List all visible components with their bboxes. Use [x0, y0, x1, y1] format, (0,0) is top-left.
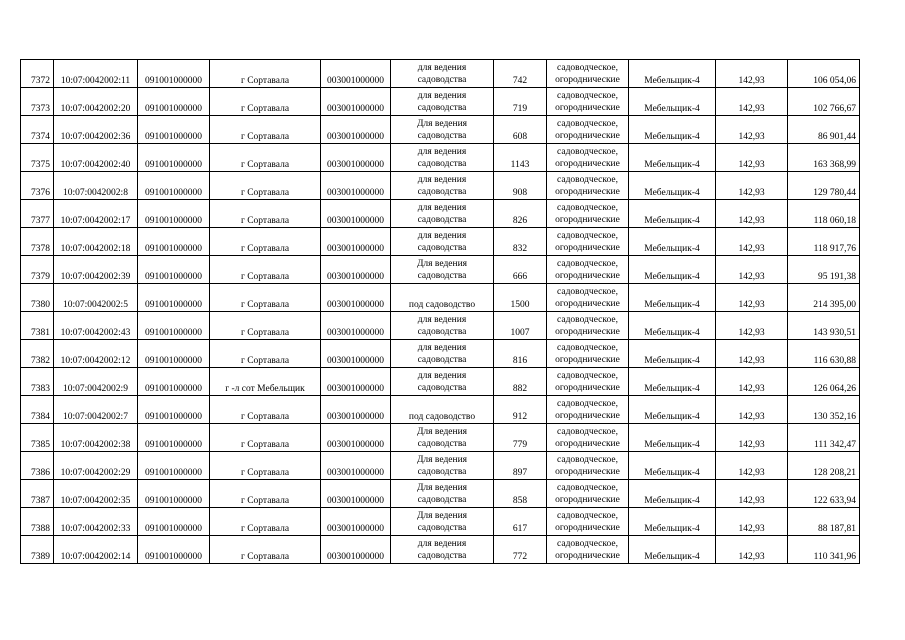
permitted-use-line-2: садоводства [417, 523, 467, 533]
area-cell: 779 [494, 424, 547, 452]
settlement-name-cell: Мебельщик-4 [629, 424, 716, 452]
rate-cell: 142,93 [716, 88, 788, 116]
locality-cell: г Сортавала [210, 144, 321, 172]
settlement-name-cell: Мебельщик-4 [629, 368, 716, 396]
permitted-use-line-2: садоводства [417, 439, 467, 449]
permitted-use-line-1: для ведения [417, 231, 467, 241]
row-number-cell: 7384 [21, 396, 54, 424]
settlement-name-cell: Мебельщик-4 [629, 172, 716, 200]
land-use-group-line-1: садоводческое, [557, 203, 618, 213]
permitted-use-cell [391, 60, 494, 88]
area-cell: 666 [494, 256, 547, 284]
row-number-cell: 7387 [21, 480, 54, 508]
row-number-cell: 7376 [21, 172, 54, 200]
land-use-group-line-1: садоводческое, [557, 511, 618, 521]
land-use-group-line-1: садоводческое, [557, 147, 618, 157]
oktmo-code-cell: 091001000000 [138, 116, 210, 144]
area-cell: 719 [494, 88, 547, 116]
land-use-group-cell [547, 172, 629, 200]
area-cell: 908 [494, 172, 547, 200]
permitted-use-cell: под садоводство [391, 396, 494, 424]
row-number-cell: 7379 [21, 256, 54, 284]
table-row [21, 60, 860, 88]
locality-cell: г Сортавала [210, 116, 321, 144]
settlement-name-cell: Мебельщик-4 [629, 256, 716, 284]
locality-cell: г -л сот Мебельщик [210, 368, 321, 396]
row-number-cell: 7389 [21, 536, 54, 564]
permitted-use-cell [391, 536, 494, 564]
permitted-use-line-2: садоводства [417, 75, 467, 85]
cadastral-number-cell: 10:07:0042002:43 [54, 312, 138, 340]
settlement-name-cell: Мебельщик-4 [629, 284, 716, 312]
permitted-use-cell [391, 312, 494, 340]
area-cell: 1143 [494, 144, 547, 172]
table-row [21, 508, 860, 536]
permitted-use-line-1: Для ведения [416, 259, 468, 269]
permitted-use-line-1: для ведения [417, 175, 467, 185]
land-use-group-line-2: огороднические [555, 271, 620, 281]
permitted-use-line-2: садоводства [417, 243, 467, 253]
land-use-group-cell [547, 256, 629, 284]
area-cell: 912 [494, 396, 547, 424]
oktmo-code-cell: 091001000000 [138, 88, 210, 116]
permitted-use-line-1: Для ведения [416, 427, 468, 437]
permitted-use-line-1: для ведения [417, 63, 467, 73]
area-cell: 1500 [494, 284, 547, 312]
oktmo-code-cell: 091001000000 [138, 144, 210, 172]
oktmo-code-cell: 091001000000 [138, 200, 210, 228]
oktmo-code-cell: 091001000000 [138, 228, 210, 256]
locality-cell: г Сортавала [210, 452, 321, 480]
locality-cell: г Сортавала [210, 340, 321, 368]
table-row [21, 228, 860, 256]
locality-cell: г Сортавала [210, 60, 321, 88]
cadastral-number-cell: 10:07:0042002:20 [54, 88, 138, 116]
district-code-cell: 003001000000 [321, 256, 391, 284]
locality-cell: г Сортавала [210, 200, 321, 228]
row-number-cell: 7383 [21, 368, 54, 396]
cadastral-value-cell: 86 901,44 [788, 116, 860, 144]
land-use-group-line-2: огороднические [555, 215, 620, 225]
table-row [21, 312, 860, 340]
oktmo-code-cell: 091001000000 [138, 508, 210, 536]
cadastral-value-cell: 126 064,26 [788, 368, 860, 396]
district-code-cell: 003001000000 [321, 88, 391, 116]
permitted-use-line-2: садоводства [417, 271, 467, 281]
land-use-group-cell [547, 480, 629, 508]
land-use-group-cell [547, 312, 629, 340]
table-row [21, 200, 860, 228]
cadastral-number-cell: 10:07:0042002:12 [54, 340, 138, 368]
cadastral-number-cell: 10:07:0042002:35 [54, 480, 138, 508]
permitted-use-cell [391, 228, 494, 256]
land-use-group-line-1: садоводческое, [557, 63, 618, 73]
row-number-cell: 7375 [21, 144, 54, 172]
land-use-group-line-2: огороднические [555, 551, 620, 561]
rate-cell: 142,93 [716, 144, 788, 172]
permitted-use-line-2: садоводства [417, 159, 467, 169]
permitted-use-line-2: садоводства [417, 131, 467, 141]
cadastral-number-cell: 10:07:0042002:33 [54, 508, 138, 536]
oktmo-code-cell: 091001000000 [138, 480, 210, 508]
district-code-cell: 003001000000 [321, 228, 391, 256]
land-use-group-cell [547, 200, 629, 228]
district-code-cell: 003001000000 [321, 368, 391, 396]
cadastral-value-cell: 95 191,38 [788, 256, 860, 284]
oktmo-code-cell: 091001000000 [138, 312, 210, 340]
area-cell: 897 [494, 452, 547, 480]
permitted-use-cell [391, 424, 494, 452]
table-row [21, 368, 860, 396]
permitted-use-line-1: для ведения [417, 371, 467, 381]
table-row [21, 452, 860, 480]
row-number-cell: 7374 [21, 116, 54, 144]
land-use-group-line-1: садоводческое, [557, 455, 618, 465]
rate-cell: 142,93 [716, 368, 788, 396]
rate-cell: 142,93 [716, 172, 788, 200]
area-cell: 882 [494, 368, 547, 396]
permitted-use-cell [391, 368, 494, 396]
permitted-use-line-1: для ведения [417, 343, 467, 353]
cadastral-number-cell: 10:07:0042002:39 [54, 256, 138, 284]
settlement-name-cell: Мебельщик-4 [629, 144, 716, 172]
permitted-use-cell [391, 116, 494, 144]
locality-cell: г Сортавала [210, 536, 321, 564]
locality-cell: г Сортавала [210, 228, 321, 256]
row-number-cell: 7373 [21, 88, 54, 116]
permitted-use-line-2: садоводства [417, 467, 467, 477]
cadastral-value-cell: 118 917,76 [788, 228, 860, 256]
oktmo-code-cell: 091001000000 [138, 256, 210, 284]
land-use-group-line-1: садоводческое, [557, 399, 618, 409]
locality-cell: г Сортавала [210, 88, 321, 116]
settlement-name-cell: Мебельщик-4 [629, 396, 716, 424]
land-use-group-cell [547, 508, 629, 536]
row-number-cell: 7382 [21, 340, 54, 368]
district-code-cell: 003001000000 [321, 396, 391, 424]
cadastral-value-cell: 88 187,81 [788, 508, 860, 536]
land-use-group-line-2: огороднические [555, 327, 620, 337]
cadastral-value-cell: 110 341,96 [788, 536, 860, 564]
cadastral-value-cell: 130 352,16 [788, 396, 860, 424]
permitted-use-cell [391, 256, 494, 284]
cadastral-value-cell: 118 060,18 [788, 200, 860, 228]
table-row [21, 424, 860, 452]
oktmo-code-cell: 091001000000 [138, 536, 210, 564]
cadastral-value-cell: 163 368,99 [788, 144, 860, 172]
area-cell: 1007 [494, 312, 547, 340]
permitted-use-line-2: садоводства [417, 495, 467, 505]
settlement-name-cell: Мебельщик-4 [629, 116, 716, 144]
permitted-use-line-2: садоводства [417, 383, 467, 393]
cadastral-value-cell: 129 780,44 [788, 172, 860, 200]
permitted-use-line-2: садоводства [417, 355, 467, 365]
permitted-use-cell [391, 200, 494, 228]
permitted-use-line-1: для ведения [417, 315, 467, 325]
row-number-cell: 7386 [21, 452, 54, 480]
district-code-cell: 003001000000 [321, 340, 391, 368]
cadastral-value-cell: 122 633,94 [788, 480, 860, 508]
land-use-group-line-1: садоводческое, [557, 231, 618, 241]
cadastral-value-cell: 106 054,06 [788, 60, 860, 88]
land-use-group-line-2: огороднические [555, 75, 620, 85]
land-use-group-line-2: огороднические [555, 355, 620, 365]
locality-cell: г Сортавала [210, 508, 321, 536]
district-code-cell: 003001000000 [321, 312, 391, 340]
land-use-group-cell [547, 340, 629, 368]
permitted-use-line-1: Для ведения [416, 511, 468, 521]
district-code-cell: 003001000000 [321, 116, 391, 144]
row-number-cell: 7377 [21, 200, 54, 228]
land-use-group-line-1: садоводческое, [557, 539, 618, 549]
cadastral-value-cell: 143 930,51 [788, 312, 860, 340]
permitted-use-cell [391, 480, 494, 508]
row-number-cell: 7378 [21, 228, 54, 256]
area-cell: 772 [494, 536, 547, 564]
oktmo-code-cell: 091001000000 [138, 396, 210, 424]
table-row [21, 172, 860, 200]
locality-cell: г Сортавала [210, 256, 321, 284]
district-code-cell: 003001000000 [321, 452, 391, 480]
land-use-group-line-1: садоводческое, [557, 91, 618, 101]
table-row [21, 144, 860, 172]
land-use-group-cell [547, 536, 629, 564]
cadastral-number-cell: 10:07:0042002:17 [54, 200, 138, 228]
land-use-group-line-2: огороднические [555, 495, 620, 505]
locality-cell: г Сортавала [210, 172, 321, 200]
land-use-group-cell [547, 424, 629, 452]
land-register-table [20, 59, 860, 564]
land-use-group-line-2: огороднические [555, 131, 620, 141]
settlement-name-cell: Мебельщик-4 [629, 508, 716, 536]
area-cell: 832 [494, 228, 547, 256]
rate-cell: 142,93 [716, 508, 788, 536]
rate-cell: 142,93 [716, 424, 788, 452]
settlement-name-cell: Мебельщик-4 [629, 312, 716, 340]
cadastral-number-cell: 10:07:0042002:11 [54, 60, 138, 88]
oktmo-code-cell: 091001000000 [138, 424, 210, 452]
oktmo-code-cell: 091001000000 [138, 340, 210, 368]
row-number-cell: 7385 [21, 424, 54, 452]
oktmo-code-cell: 091001000000 [138, 60, 210, 88]
settlement-name-cell: Мебельщик-4 [629, 452, 716, 480]
table-row [21, 480, 860, 508]
land-use-group-cell [547, 368, 629, 396]
permitted-use-line-2: садоводства [417, 215, 467, 225]
district-code-cell: 003001000000 [321, 536, 391, 564]
land-use-group-cell [547, 144, 629, 172]
cadastral-number-cell: 10:07:0042002:14 [54, 536, 138, 564]
cadastral-number-cell: 10:07:0042002:18 [54, 228, 138, 256]
rate-cell: 142,93 [716, 116, 788, 144]
area-cell: 742 [494, 60, 547, 88]
table-row [21, 88, 860, 116]
permitted-use-line-1: для ведения [417, 91, 467, 101]
settlement-name-cell: Мебельщик-4 [629, 60, 716, 88]
land-use-group-cell [547, 284, 629, 312]
settlement-name-cell: Мебельщик-4 [629, 228, 716, 256]
land-use-group-line-1: садоводческое, [557, 315, 618, 325]
rate-cell: 142,93 [716, 312, 788, 340]
district-code-cell: 003001000000 [321, 60, 391, 88]
permitted-use-line-1: для ведения [417, 203, 467, 213]
locality-cell: г Сортавала [210, 424, 321, 452]
cadastral-value-cell: 102 766,67 [788, 88, 860, 116]
land-use-group-line-2: огороднические [555, 187, 620, 197]
row-number-cell: 7388 [21, 508, 54, 536]
permitted-use-cell [391, 172, 494, 200]
district-code-cell: 003001000000 [321, 480, 391, 508]
cadastral-value-cell: 116 630,88 [788, 340, 860, 368]
row-number-cell: 7381 [21, 312, 54, 340]
settlement-name-cell: Мебельщик-4 [629, 536, 716, 564]
cadastral-value-cell: 214 395,00 [788, 284, 860, 312]
rate-cell: 142,93 [716, 396, 788, 424]
land-use-group-cell [547, 88, 629, 116]
rate-cell: 142,93 [716, 256, 788, 284]
permitted-use-line-1: Для ведения [416, 483, 468, 493]
table-row [21, 284, 860, 312]
land-use-group-line-1: садоводческое, [557, 287, 618, 297]
permitted-use-cell [391, 452, 494, 480]
oktmo-code-cell: 091001000000 [138, 284, 210, 312]
district-code-cell: 003001000000 [321, 144, 391, 172]
district-code-cell: 003001000000 [321, 172, 391, 200]
land-use-group-line-1: садоводческое, [557, 343, 618, 353]
land-use-group-line-1: садоводческое, [557, 483, 618, 493]
cadastral-number-cell: 10:07:0042002:29 [54, 452, 138, 480]
district-code-cell: 003001000000 [321, 508, 391, 536]
locality-cell: г Сортавала [210, 396, 321, 424]
cadastral-number-cell: 10:07:0042002:40 [54, 144, 138, 172]
land-use-group-line-2: огороднические [555, 243, 620, 253]
table-body [21, 60, 860, 564]
district-code-cell: 003001000000 [321, 424, 391, 452]
table-row [21, 116, 860, 144]
permitted-use-cell: под садоводство [391, 284, 494, 312]
land-use-group-line-1: садоводческое, [557, 119, 618, 129]
row-number-cell: 7380 [21, 284, 54, 312]
land-use-group-line-1: садоводческое, [557, 427, 618, 437]
land-use-group-line-2: огороднические [555, 467, 620, 477]
land-use-group-line-2: огороднические [555, 411, 620, 421]
permitted-use-line-2: садоводства [417, 327, 467, 337]
table-row [21, 536, 860, 564]
locality-cell: г Сортавала [210, 284, 321, 312]
permitted-use-line-2: садоводства [417, 551, 467, 561]
permitted-use-line-1: Для ведения [416, 119, 468, 129]
land-use-group-line-1: садоводческое, [557, 175, 618, 185]
land-use-group-cell [547, 396, 629, 424]
permitted-use-line-1: для ведения [417, 539, 467, 549]
land-use-group-line-2: огороднические [555, 159, 620, 169]
area-cell: 858 [494, 480, 547, 508]
settlement-name-cell: Мебельщик-4 [629, 340, 716, 368]
land-use-group-line-2: огороднические [555, 383, 620, 393]
cadastral-number-cell: 10:07:0042002:9 [54, 368, 138, 396]
land-use-group-line-2: огороднические [555, 299, 620, 309]
settlement-name-cell: Мебельщик-4 [629, 88, 716, 116]
rate-cell: 142,93 [716, 60, 788, 88]
table-row [21, 340, 860, 368]
land-use-group-line-2: огороднические [555, 439, 620, 449]
permitted-use-line-2: садоводства [417, 187, 467, 197]
rate-cell: 142,93 [716, 200, 788, 228]
rate-cell: 142,93 [716, 536, 788, 564]
locality-cell: г Сортавала [210, 480, 321, 508]
oktmo-code-cell: 091001000000 [138, 368, 210, 396]
cadastral-number-cell: 10:07:0042002:7 [54, 396, 138, 424]
land-use-group-line-2: огороднические [555, 523, 620, 533]
table-row [21, 396, 860, 424]
area-cell: 608 [494, 116, 547, 144]
rate-cell: 142,93 [716, 284, 788, 312]
settlement-name-cell: Мебельщик-4 [629, 200, 716, 228]
land-use-group-line-1: садоводческое, [557, 371, 618, 381]
cadastral-number-cell: 10:07:0042002:36 [54, 116, 138, 144]
permitted-use-line-2: садоводства [417, 103, 467, 113]
cadastral-number-cell: 10:07:0042002:5 [54, 284, 138, 312]
oktmo-code-cell: 091001000000 [138, 172, 210, 200]
land-use-group-cell [547, 452, 629, 480]
land-use-group-cell [547, 116, 629, 144]
land-use-group-cell [547, 228, 629, 256]
rate-cell: 142,93 [716, 228, 788, 256]
permitted-use-line-1: для ведения [417, 147, 467, 157]
rate-cell: 142,93 [716, 480, 788, 508]
district-code-cell: 003001000000 [321, 284, 391, 312]
land-use-group-cell [547, 60, 629, 88]
permitted-use-cell [391, 340, 494, 368]
settlement-name-cell: Мебельщик-4 [629, 480, 716, 508]
area-cell: 816 [494, 340, 547, 368]
permitted-use-cell [391, 88, 494, 116]
oktmo-code-cell: 091001000000 [138, 452, 210, 480]
rate-cell: 142,93 [716, 452, 788, 480]
area-cell: 617 [494, 508, 547, 536]
cadastral-value-cell: 128 208,21 [788, 452, 860, 480]
permitted-use-cell [391, 144, 494, 172]
cadastral-number-cell: 10:07:0042002:8 [54, 172, 138, 200]
table-row [21, 256, 860, 284]
cadastral-number-cell: 10:07:0042002:38 [54, 424, 138, 452]
permitted-use-line-1: Для ведения [416, 455, 468, 465]
land-use-group-line-1: садоводческое, [557, 259, 618, 269]
row-number-cell: 7372 [21, 60, 54, 88]
rate-cell: 142,93 [716, 340, 788, 368]
land-use-group-line-2: огороднические [555, 103, 620, 113]
permitted-use-cell [391, 508, 494, 536]
locality-cell: г Сортавала [210, 312, 321, 340]
district-code-cell: 003001000000 [321, 200, 391, 228]
area-cell: 826 [494, 200, 547, 228]
cadastral-value-cell: 111 342,47 [788, 424, 860, 452]
